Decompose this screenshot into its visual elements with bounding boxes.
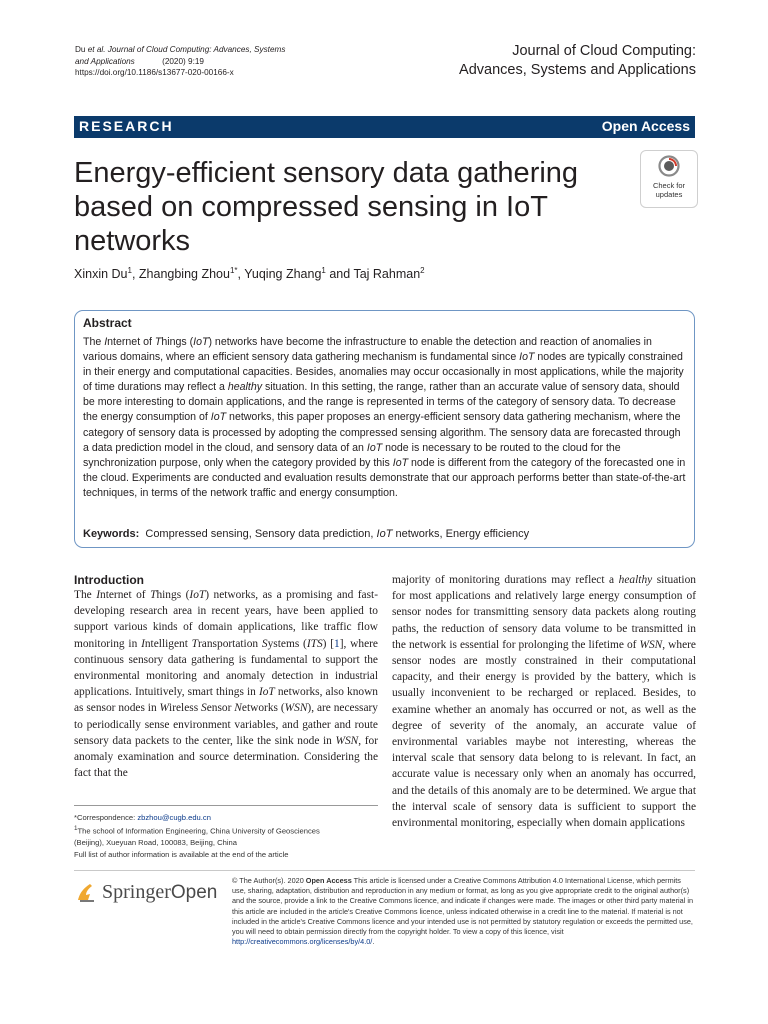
abstract-text: The Internet of Things (IoT) networks have become the infrastructure to enable the detection and reaction of anomalies in various domains, where an efficient sensory data gathering mechanism is fundamental since IoT nodes are typically constrained in their energy and computational capacities. Besides, anomalies may occur occasionally in most applications, while the majority of time durations may reflect a healthy situation. In this setting, the range, rather than an accurate value of sensory data, should be more interesting to domain applications, and the range is represented in terms of the category of sensory data. To decrease the energy consumption of IoT networks, this paper proposes an energy-efficient sensory data gathering mechanism, where the category of sensory data is processed by adopting the compressed sensing algorithm. The sensory data are forecasted through a data prediction model in the cloud, and sensory data of an IoT node is necessary to be routed to the cloud for the synchronization purpose, only when the category provided by this IoT node is different from the category of the forecasted one in the cloud. Experiments are conducted and evaluation results demonstrate that our approach performs better than state-of-the-art techniques, in terms of the network traffic and energy consumption. bbox=[83, 336, 686, 499]
check-updates-text: Check for updates bbox=[652, 181, 686, 199]
author-info-note: Full list of author information is available at the end of the article bbox=[74, 849, 289, 859]
check-for-updates-badge[interactable] bbox=[640, 150, 698, 208]
citation-block bbox=[75, 44, 355, 79]
correspondence-email[interactable]: zbzhou@cugb.edu.cn bbox=[137, 813, 211, 822]
springer-horse-icon bbox=[74, 880, 98, 904]
doi-link[interactable]: https://doi.org/10.1186/s13677-020-00166-x bbox=[75, 68, 234, 77]
author-name[interactable]: Yuqing Zhang bbox=[244, 267, 322, 282]
footer-divider bbox=[74, 870, 695, 871]
citation-line-1: Du et al. Journal of Cloud Computing: Advances, Systems bbox=[75, 45, 286, 54]
affiliation: $^1$The school of Information Engineering, China University of Geosciences bbox=[74, 825, 320, 836]
introduction-heading: Introduction bbox=[74, 573, 144, 587]
abstract-box bbox=[74, 310, 695, 548]
author-name[interactable]: Xinxin Du bbox=[74, 267, 128, 282]
check-updates-icon bbox=[658, 155, 680, 177]
reference-link[interactable]: 1 bbox=[334, 637, 340, 650]
springer-open-logo: SpringerOpen bbox=[102, 881, 218, 903]
footnote-divider bbox=[74, 805, 378, 806]
author-name[interactable]: Zhangbing Zhou bbox=[138, 267, 230, 282]
section-bar bbox=[74, 116, 695, 138]
open-access-label: Open Access bbox=[601, 118, 690, 134]
keywords: Keywords: Compressed sensing, Sensory data prediction, IoT networks, Energy efficiency bbox=[83, 528, 530, 540]
correspondence: *Correspondence: zbzhou@cugb.edu.cn bbox=[74, 813, 211, 822]
citation-line-2: and Applications (2020) 9:19 bbox=[75, 56, 204, 66]
license-text: © The Author(s). 2020 Open Access This article is licensed under a Creative Commons Attribution 4.0 International License, which permits use, sharing, adaptation, distribution and reproduction in any medium or format, as long as you give appropriate credit to the original author(s) and the source, provide a link to the Creative Commons licence, and indicate if changes were made. The images or other third party material in this article are included in the article's Creative Commons licence, unless indicated otherwise in a credit line to the material. If material is not included in the article's Creative Commons licence and your intended use is not permitted by statutory regulation or exceeds the permitted use, you will need to obtain permission directly from the copyright holder. To view a copy of this licence, visit http://creativecommons.org/licenses/by/4.0/. bbox=[232, 876, 694, 947]
section-label: RESEARCH bbox=[79, 118, 174, 134]
footnotes: *Correspondence: zbzhou@cugb.edu.cn $^1$The school of Information Engineering, China University of Geosciences (Beijing), Xueyuan Road, 100083, Beijing, China Full list of author information is available at the end of the article bbox=[74, 812, 378, 860]
journal-name: Journal of Cloud Computing: Advances, Systems and Applications bbox=[459, 43, 696, 78]
author-list: Xinxin Du$^1$, Zhangbing Zhou$^{1*}$, Yuqing Zhang$^1$ and Taj Rahman$^2$ bbox=[74, 266, 425, 282]
article-title: Energy-efficient sensory data gathering based on compressed sensing in IoT networks bbox=[74, 157, 579, 257]
license-link[interactable]: http://creativecommons.org/licenses/by/4.0/ bbox=[232, 937, 373, 947]
abstract-heading: Abstract bbox=[83, 316, 132, 330]
body-column-left: The Internet of Things (IoT) networks, as a promising and fast-developing research area in recent years, have been applied to support various kinds of domain applications, like traffic flow monitoring in Intelligent Transportation Systems (ITS) [1], where continuous sensory data gathering is fundamental to support the environmental monitoring and anomaly detection in industrial applications. Intuitively, smart things in IoT networks, also known as sensor nodes in Wireless Sensor Networks (WSN), are necessary to periodically sense environment variables, and gather and route sensory data packets to the center, like the sink node in WSN, for anomaly examination and source determination. Considering the fact that the bbox=[74, 589, 379, 780]
body-column-right: majority of monitoring durations may reflect a healthy situation for most applications and relatively large energy consumption of sensor nodes for transmitting sensory data packets along routing paths, the reduction of sensory data volume to be transmitted in the network is essential for prolonging the lifetime of WSN, where sensor nodes are mostly constrained in their computational capacity, and their energy is provided by the battery, which is usually inconvenient to be recharged or replaced. Besides, to examine whether an anomaly has occurred or not, as well as the degree of severity of the anomaly, an accurate value of environmental variables maybe not interesting, whereas the interval scale that sensory data belong to is relevant. In fact, an accurate value is necessary only when an anomaly has occurred, and the details of this anomaly are to be determined. We argue that the interval scale of sensory data is sufficient to support the environmental monitoring, especially when domain applications bbox=[392, 574, 696, 830]
author-name[interactable]: Taj Rahman bbox=[353, 267, 421, 282]
